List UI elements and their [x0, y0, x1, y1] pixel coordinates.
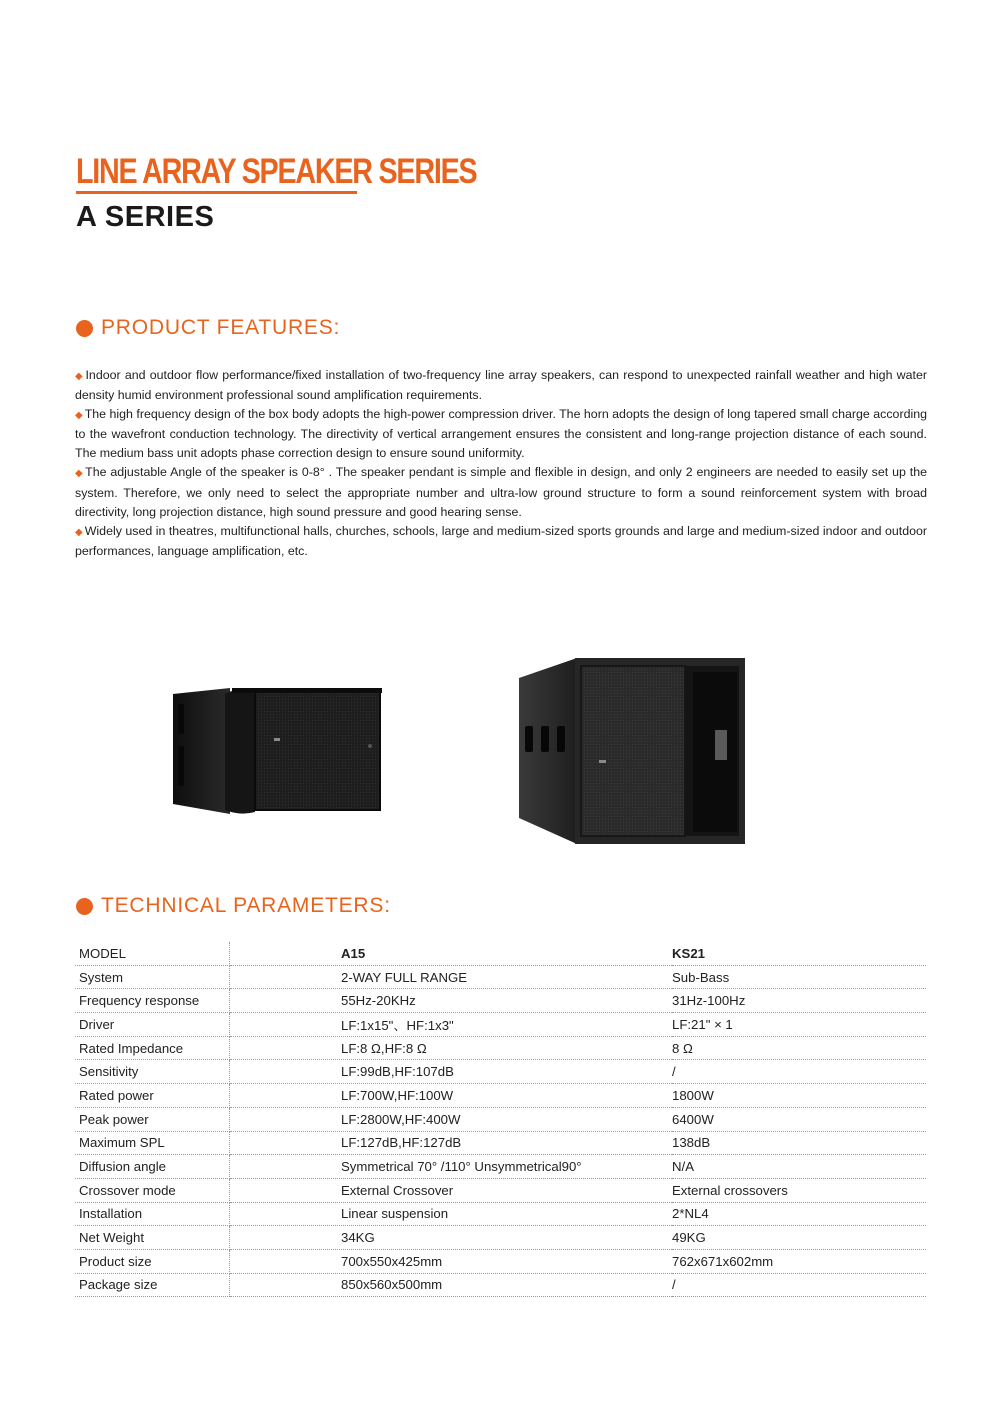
a15-value-cell: LF:2800W,HF:400W [230, 1107, 673, 1131]
spec-label-cell: Rated Impedance [75, 1036, 230, 1060]
spec-label-cell: Driver [75, 1013, 230, 1037]
params-heading [76, 893, 391, 919]
table-row [75, 989, 926, 1013]
ks21-value-cell: 138dB [672, 1131, 926, 1155]
a15-value-cell: LF:700W,HF:100W [230, 1084, 673, 1108]
table-row [75, 1226, 926, 1250]
a15-value-cell: 55Hz-20KHz [230, 989, 673, 1013]
ks21-value-cell: 49KG [672, 1226, 926, 1250]
series-title: LINE ARRAY SPEAKER SERIES [76, 152, 477, 191]
spec-label-cell: Rated power [75, 1084, 230, 1108]
table-row [75, 1060, 926, 1084]
feature-text: The high frequency design of the box body adopts the high-power compression driver. The horn adopts the design of long tapered small charge according to the wavefront conduction technology. The directivity of vertical arrangement ensures the consistent and long-range projection distance of each sound. The medium bass unit adopts phase correction design to ensure sound uniformity. [75, 407, 927, 461]
spec-table [75, 942, 926, 1297]
feature-item [75, 366, 927, 405]
table-row [75, 1013, 926, 1037]
ks21-value-cell: 1800W [672, 1084, 926, 1108]
a15-value-cell: LF:127dB,HF:127dB [230, 1131, 673, 1155]
spec-label-cell: Installation [75, 1202, 230, 1226]
column-header: MODEL [75, 942, 230, 965]
table-row [75, 1178, 926, 1202]
title-underline [76, 191, 357, 194]
spec-label-cell: Maximum SPL [75, 1131, 230, 1155]
ks21-value-cell: 6400W [672, 1107, 926, 1131]
diamond-bullet-icon: ◆ [75, 468, 84, 480]
a15-value-cell: LF:99dB,HF:107dB [230, 1060, 673, 1084]
table-row [75, 1036, 926, 1060]
feature-text: Widely used in theatres, multifunctional halls, churches, schools, large and medium-sized sports grounds and large and medium-sized indoor and outdoor performances, language amplification, etc. [75, 523, 927, 558]
feature-item [75, 463, 927, 521]
spec-label-cell: System [75, 965, 230, 989]
params-heading-text: TECHNICAL PARAMETERS: [101, 894, 391, 917]
table-header-row [75, 942, 926, 965]
spec-label-cell: Package size [75, 1273, 230, 1297]
features-list [75, 366, 927, 561]
table-row [75, 1249, 926, 1273]
ks21-value-cell: N/A [672, 1155, 926, 1179]
features-heading [76, 315, 340, 341]
spec-label-cell: Peak power [75, 1107, 230, 1131]
a15-value-cell: External Crossover [230, 1178, 673, 1202]
diamond-bullet-icon: ◆ [75, 526, 83, 538]
ks21-value-cell: External crossovers [672, 1178, 926, 1202]
diamond-bullet-icon: ◆ [75, 371, 84, 382]
a15-value-cell: LF:1x15"、HF:1x3" [230, 1013, 673, 1037]
ks21-value-cell: LF:21" × 1 [672, 1013, 926, 1037]
feature-item [75, 522, 927, 561]
ks21-value-cell: / [672, 1060, 926, 1084]
features-heading-text: PRODUCT FEATURES: [101, 316, 341, 339]
bullet-dot-icon [76, 320, 93, 337]
ks21-value-cell: 762x671x602mm [672, 1249, 926, 1273]
table-row [75, 1084, 926, 1108]
a15-value-cell: 700x550x425mm [230, 1249, 673, 1273]
table-row [75, 965, 926, 989]
table-row [75, 1273, 926, 1297]
a15-speaker-image [170, 686, 385, 816]
spec-label-cell: Crossover mode [75, 1178, 230, 1202]
a15-value-cell: 850x560x500mm [230, 1273, 673, 1297]
ks21-value-cell: 2*NL4 [672, 1202, 926, 1226]
table-row [75, 1107, 926, 1131]
a15-value-cell: Symmetrical 70° /110° Unsymmetrical90° [230, 1155, 673, 1179]
feature-text: Indoor and outdoor flow performance/fixed installation of two-frequency line array speakers, can respond to unexpected rainfall weather and high water density humid environment professional sound amplification requirements. [75, 368, 927, 403]
a15-value-cell: 34KG [230, 1226, 673, 1250]
table-row [75, 1131, 926, 1155]
ks21-value-cell: 31Hz-100Hz [672, 989, 926, 1013]
ks21-value-cell: Sub-Bass [672, 965, 926, 989]
column-header: A15 [230, 942, 673, 965]
spec-label-cell: Product size [75, 1249, 230, 1273]
diamond-bullet-icon: ◆ [75, 410, 83, 422]
ks21-value-cell: 8 Ω [672, 1036, 926, 1060]
spec-label-cell: Sensitivity [75, 1060, 230, 1084]
ks21-subwoofer-image [517, 656, 745, 845]
bullet-dot-icon [76, 898, 93, 915]
column-header: KS21 [672, 942, 926, 965]
spec-label-cell: Net Weight [75, 1226, 230, 1250]
feature-item [75, 405, 927, 463]
a15-value-cell: LF:8 Ω,HF:8 Ω [230, 1036, 673, 1060]
table-row [75, 1202, 926, 1226]
table-row [75, 1155, 926, 1179]
spec-label-cell: Diffusion angle [75, 1155, 230, 1179]
ks21-value-cell: / [672, 1273, 926, 1297]
feature-text: The adjustable Angle of the speaker is 0-8° . The speaker pendant is simple and flexible in design, and only 2 engineers are needed to easily set up the system. Therefore, we only need to select the appropriate number and ultra-low ground structure to form a sound reinforcement system with broad directivity, long projection distance, high sound pressure and good hearing sense. [75, 465, 927, 519]
a15-value-cell: 2-WAY FULL RANGE [230, 965, 673, 989]
sub-title: A SERIES [76, 201, 215, 233]
spec-label-cell: Frequency response [75, 989, 230, 1013]
a15-value-cell: Linear suspension [230, 1202, 673, 1226]
